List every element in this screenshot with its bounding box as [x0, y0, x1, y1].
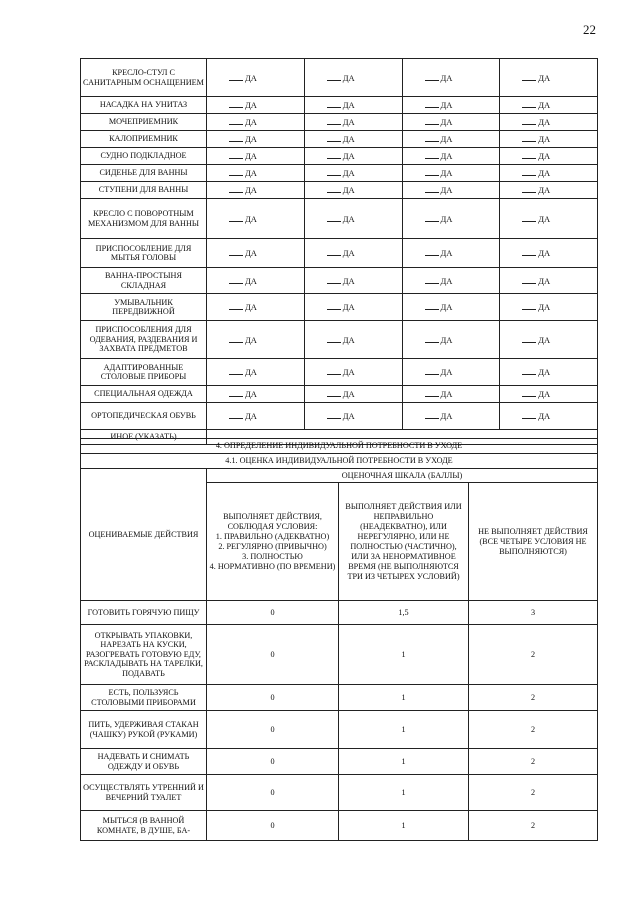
yes-label: ДА: [538, 248, 551, 258]
device-name: УМЫВАЛЬНИК ПЕРЕДВИЖНОЙ: [81, 294, 207, 321]
yes-label: ДА: [538, 72, 551, 83]
yes-blank-line[interactable]: [327, 73, 341, 81]
yes-option[interactable]: [304, 59, 402, 97]
device-name: СПЕЦИАЛЬНАЯ ОДЕЖДА: [81, 386, 207, 403]
col-none: НЕ ВЫПОЛНЯЕТ ДЕЙСТВИЯ (ВСЕ ЧЕТЫРЕ УСЛОВИЯ НЕ ВЫПОЛНЯЮТСЯ): [469, 483, 598, 601]
score-correct: 0: [207, 749, 339, 775]
yes-option[interactable]: [500, 386, 598, 403]
yes-blank-line[interactable]: [327, 248, 341, 256]
assistive-devices-table: [80, 58, 598, 445]
device-row: [81, 403, 598, 430]
yes-label: ДА: [342, 248, 355, 258]
yes-label: ДА: [245, 213, 257, 224]
yes-blank-line[interactable]: [522, 100, 536, 108]
yes-blank-line[interactable]: [522, 117, 536, 125]
yes-option[interactable]: [402, 59, 500, 97]
device-row: [81, 148, 598, 165]
yes-label: ДА: [245, 72, 257, 83]
yes-option[interactable]: [207, 321, 305, 359]
action-name: НАДЕВАТЬ И СНИМАТЬ ОДЕЖДУ И ОБУВЬ: [81, 749, 207, 775]
yes-blank-line[interactable]: [229, 389, 243, 397]
yes-label: ДА: [245, 248, 257, 258]
device-name: СТУПЕНИ ДЛЯ ВАННЫ: [81, 182, 207, 199]
yes-blank-line[interactable]: [229, 73, 243, 81]
yes-option[interactable]: [402, 268, 500, 294]
yes-blank-line[interactable]: [327, 214, 341, 222]
yes-blank-line[interactable]: [522, 214, 536, 222]
action-name: ГОТОВИТЬ ГОРЯЧУЮ ПИЩУ: [81, 601, 207, 625]
yes-option[interactable]: [500, 294, 598, 321]
yes-option[interactable]: [207, 386, 305, 403]
col-correct: [207, 483, 339, 601]
score-none: 2: [469, 775, 598, 811]
yes-blank-line[interactable]: [229, 168, 243, 176]
yes-blank-line[interactable]: [327, 302, 341, 310]
action-name: ОСУЩЕСТВЛЯТЬ УТРЕННИЙ И ВЕЧЕРНИЙ ТУАЛЕТ: [81, 775, 207, 811]
yes-option[interactable]: [207, 199, 305, 239]
yes-option[interactable]: [304, 199, 402, 239]
score-none: 2: [469, 685, 598, 711]
yes-blank-line[interactable]: [327, 168, 341, 176]
score-partial: 1: [339, 625, 469, 685]
yes-option[interactable]: [207, 268, 305, 294]
yes-label: ДА: [440, 302, 453, 312]
yes-blank-line[interactable]: [425, 117, 439, 125]
yes-blank-line[interactable]: [522, 367, 536, 375]
device-row: [81, 294, 598, 321]
yes-blank-line[interactable]: [425, 134, 439, 142]
yes-label: ДА: [440, 213, 453, 224]
yes-label: ДА: [245, 151, 257, 161]
action-row: [81, 625, 598, 685]
yes-label: ДА: [440, 134, 453, 144]
yes-label: ДА: [342, 134, 355, 144]
scale-header: ОЦЕНОЧНАЯ ШКАЛА (БАЛЛЫ): [207, 469, 598, 483]
yes-label: ДА: [440, 367, 453, 377]
yes-label: ДА: [538, 302, 551, 312]
yes-label: ДА: [538, 389, 551, 399]
yes-option[interactable]: [402, 97, 500, 114]
yes-option[interactable]: [500, 199, 598, 239]
score-correct: 0: [207, 775, 339, 811]
col-correct-lead: ВЫПОЛНЯЕТ ДЕЙСТВИЯ, СОБЛЮДАЯ УСЛОВИЯ:: [223, 511, 322, 531]
yes-label: ДА: [245, 411, 257, 421]
yes-blank-line[interactable]: [425, 100, 439, 108]
yes-label: ДА: [538, 334, 551, 345]
action-row: [81, 601, 598, 625]
device-row: [81, 239, 598, 268]
yes-blank-line[interactable]: [522, 276, 536, 284]
yes-blank-line[interactable]: [522, 389, 536, 397]
yes-label: ДА: [538, 117, 551, 127]
yes-label: ДА: [342, 389, 355, 399]
yes-blank-line[interactable]: [327, 134, 341, 142]
yes-blank-line[interactable]: [229, 367, 243, 375]
yes-blank-line[interactable]: [522, 134, 536, 142]
action-row: [81, 775, 598, 811]
yes-blank-line[interactable]: [229, 411, 243, 419]
yes-label: ДА: [342, 275, 355, 286]
yes-blank-line[interactable]: [425, 214, 439, 222]
yes-option[interactable]: [402, 148, 500, 165]
yes-label: ДА: [342, 411, 355, 421]
col-correct-c3: 3. ПОЛНОСТЬЮ: [242, 551, 303, 561]
yes-blank-line[interactable]: [522, 335, 536, 343]
yes-blank-line[interactable]: [229, 276, 243, 284]
yes-option[interactable]: [402, 321, 500, 359]
yes-option[interactable]: [500, 321, 598, 359]
yes-blank-line[interactable]: [425, 151, 439, 159]
device-row: [81, 114, 598, 131]
score-partial: 1: [339, 749, 469, 775]
yes-label: ДА: [440, 168, 453, 178]
yes-blank-line[interactable]: [522, 411, 536, 419]
yes-label: ДА: [342, 100, 355, 110]
yes-option[interactable]: [402, 294, 500, 321]
yes-label: ДА: [342, 168, 355, 178]
yes-blank-line[interactable]: [229, 100, 243, 108]
yes-blank-line[interactable]: [229, 134, 243, 142]
yes-blank-line[interactable]: [522, 151, 536, 159]
yes-blank-line[interactable]: [327, 117, 341, 125]
yes-option[interactable]: [402, 199, 500, 239]
device-name: МОЧЕПРИЕМНИК: [81, 114, 207, 131]
yes-option[interactable]: [304, 165, 402, 182]
device-row: [81, 165, 598, 182]
yes-label: ДА: [440, 411, 453, 421]
yes-blank-line[interactable]: [425, 168, 439, 176]
score-partial: 1: [339, 775, 469, 811]
yes-blank-line[interactable]: [522, 73, 536, 81]
device-name: КРЕСЛО-СТУЛ С САНИТАРНЫМ ОСНАЩЕНИЕМ: [81, 59, 207, 97]
yes-option[interactable]: [402, 114, 500, 131]
device-name: ПРИСПОСОБЛЕНИЯ ДЛЯ ОДЕВАНИЯ, РАЗДЕВАНИЯ И ЗАХВАТА ПРЕДМЕТОВ: [81, 321, 207, 359]
yes-blank-line[interactable]: [425, 367, 439, 375]
yes-option[interactable]: [402, 131, 500, 148]
yes-blank-line[interactable]: [522, 185, 536, 193]
device-name: СУДНО ПОДКЛАДНОЕ: [81, 148, 207, 165]
yes-option[interactable]: [500, 131, 598, 148]
yes-option[interactable]: [304, 148, 402, 165]
device-row: [81, 59, 598, 97]
section41-title: 4.1. ОЦЕНКА ИНДИВИДУАЛЬНОЙ ПОТРЕБНОСТИ В УХОДЕ: [81, 454, 598, 469]
yes-option[interactable]: [304, 97, 402, 114]
yes-label: ДА: [440, 72, 453, 83]
yes-option[interactable]: [304, 131, 402, 148]
yes-label: ДА: [245, 275, 257, 286]
yes-option[interactable]: [207, 182, 305, 199]
section4-title: 4. ОПРЕДЕЛЕНИЕ ИНДИВИДУАЛЬНОЙ ПОТРЕБНОСТИ В УХОДЕ: [81, 439, 598, 454]
col-correct-c2: 2. РЕГУЛЯРНО (ПРИВЫЧНО): [218, 541, 327, 551]
yes-label: ДА: [538, 411, 551, 421]
yes-blank-line[interactable]: [425, 389, 439, 397]
yes-option[interactable]: [207, 294, 305, 321]
action-row: [81, 711, 598, 749]
yes-option[interactable]: [304, 182, 402, 199]
yes-blank-line[interactable]: [327, 185, 341, 193]
care-needs-table: [80, 438, 598, 841]
yes-label: ДА: [538, 134, 551, 144]
score-partial: 1: [339, 711, 469, 749]
yes-label: ДА: [342, 213, 355, 224]
action-name: ЕСТЬ, ПОЛЬЗУЯСЬ СТОЛОВЫМИ ПРИБОРАМИ: [81, 685, 207, 711]
yes-label: ДА: [245, 168, 257, 178]
device-name: ВАННА-ПРОСТЫНЯ СКЛАДНАЯ: [81, 268, 207, 294]
score-none: 2: [469, 625, 598, 685]
col-correct-c4: 4. НОРМАТИВНО (ПО ВРЕМЕНИ): [209, 561, 336, 571]
yes-blank-line[interactable]: [229, 151, 243, 159]
yes-label: ДА: [342, 72, 355, 83]
yes-label: ДА: [245, 334, 257, 345]
action-name: МЫТЬСЯ (В ВАННОЙ КОМНАТЕ, В ДУШЕ, БА-: [81, 811, 207, 841]
score-partial: 1,5: [339, 601, 469, 625]
actions-header: ОЦЕНИВАЕМЫЕ ДЕЙСТВИЯ: [81, 469, 207, 601]
yes-option[interactable]: [500, 403, 598, 430]
yes-option[interactable]: [500, 359, 598, 386]
yes-blank-line[interactable]: [425, 248, 439, 256]
yes-label: ДА: [440, 100, 453, 110]
yes-label: ДА: [440, 334, 453, 345]
yes-option[interactable]: [207, 97, 305, 114]
yes-blank-line[interactable]: [327, 335, 341, 343]
yes-blank-line[interactable]: [425, 335, 439, 343]
yes-blank-line[interactable]: [327, 276, 341, 284]
device-row: [81, 359, 598, 386]
yes-blank-line[interactable]: [229, 214, 243, 222]
yes-label: ДА: [245, 100, 257, 110]
yes-option[interactable]: [500, 148, 598, 165]
yes-label: ДА: [342, 185, 355, 195]
yes-blank-line[interactable]: [229, 248, 243, 256]
yes-blank-line[interactable]: [425, 302, 439, 310]
yes-option[interactable]: [304, 403, 402, 430]
yes-option[interactable]: [304, 114, 402, 131]
yes-label: ДА: [538, 275, 551, 286]
yes-blank-line[interactable]: [522, 248, 536, 256]
yes-label: ДА: [245, 117, 257, 127]
device-name: НАСАДКА НА УНИТАЗ: [81, 97, 207, 114]
score-correct: 0: [207, 711, 339, 749]
col-partial: ВЫПОЛНЯЕТ ДЕЙСТВИЯ ИЛИ НЕПРАВИЛЬНО (НЕАДЕКВАТНО), ИЛИ НЕРЕГУЛЯРНО, ИЛИ НЕ ПОЛНОСТЬЮ (ЧАСТИЧНО), ИЛИ ЗА НЕНОРМАТИВНОЕ ВРЕМЯ (НЕ ВЫПОЛНЯЮТСЯ ТРИ ИЗ ЧЕТЫРЕХ УСЛОВИЙ): [339, 483, 469, 601]
yes-label: ДА: [440, 185, 453, 195]
device-row: [81, 97, 598, 114]
device-name: КАЛОПРИЕМНИК: [81, 131, 207, 148]
device-row: [81, 131, 598, 148]
yes-option[interactable]: [304, 294, 402, 321]
score-none: 2: [469, 749, 598, 775]
score-correct: 0: [207, 811, 339, 841]
yes-option[interactable]: [402, 386, 500, 403]
device-name: ПРИСПОСОБЛЕНИЕ ДЛЯ МЫТЬЯ ГОЛОВЫ: [81, 239, 207, 268]
yes-option[interactable]: [207, 59, 305, 97]
action-name: ОТКРЫВАТЬ УПАКОВКИ, НАРЕЗАТЬ НА КУСКИ, РАЗОГРЕВАТЬ ГОТОВУЮ ЕДУ, РАСКЛАДЫВАТЬ НА ТАРЕЛКИ, ПОДАВАТЬ: [81, 625, 207, 685]
device-row: [81, 386, 598, 403]
device-name: СИДЕНЬЕ ДЛЯ ВАННЫ: [81, 165, 207, 182]
score-none: 2: [469, 811, 598, 841]
yes-option[interactable]: [500, 97, 598, 114]
yes-blank-line[interactable]: [327, 411, 341, 419]
yes-option[interactable]: [207, 359, 305, 386]
yes-label: ДА: [538, 185, 551, 195]
yes-label: ДА: [245, 389, 257, 399]
yes-option[interactable]: [500, 165, 598, 182]
col-correct-c1: 1. ПРАВИЛЬНО (АДЕКВАТНО): [215, 531, 330, 541]
yes-label: ДА: [440, 151, 453, 161]
score-correct: 0: [207, 685, 339, 711]
yes-blank-line[interactable]: [327, 367, 341, 375]
device-row: [81, 182, 598, 199]
device-name: ОРТОПЕДИЧЕСКАЯ ОБУВЬ: [81, 403, 207, 430]
yes-blank-line[interactable]: [425, 73, 439, 81]
yes-option[interactable]: [402, 239, 500, 268]
yes-option[interactable]: [500, 59, 598, 97]
yes-blank-line[interactable]: [522, 168, 536, 176]
action-row: [81, 685, 598, 711]
yes-option[interactable]: [207, 403, 305, 430]
yes-label: ДА: [538, 168, 551, 178]
yes-option[interactable]: [500, 182, 598, 199]
yes-label: ДА: [245, 185, 257, 195]
yes-label: ДА: [538, 151, 551, 161]
device-row: [81, 268, 598, 294]
yes-option[interactable]: [402, 165, 500, 182]
yes-option[interactable]: [402, 182, 500, 199]
yes-option[interactable]: [500, 114, 598, 131]
yes-label: ДА: [342, 367, 355, 377]
yes-blank-line[interactable]: [425, 411, 439, 419]
yes-label: ДА: [538, 367, 551, 377]
yes-blank-line[interactable]: [327, 151, 341, 159]
yes-label: ДА: [538, 213, 551, 224]
yes-blank-line[interactable]: [327, 389, 341, 397]
yes-label: ДА: [245, 367, 257, 377]
device-row: [81, 199, 598, 239]
yes-option[interactable]: [500, 239, 598, 268]
yes-option[interactable]: [500, 268, 598, 294]
yes-option[interactable]: [207, 131, 305, 148]
action-row: [81, 749, 598, 775]
page-number: 22: [583, 22, 596, 37]
other-label: ИНОЕ (УКАЗАТЬ): [81, 430, 207, 445]
score-correct: 0: [207, 625, 339, 685]
yes-option[interactable]: [402, 403, 500, 430]
yes-option[interactable]: [402, 359, 500, 386]
device-name: КРЕСЛО С ПОВОРОТНЫМ МЕХАНИЗМОМ ДЛЯ ВАННЫ: [81, 199, 207, 239]
yes-label: ДА: [440, 248, 453, 258]
yes-blank-line[interactable]: [425, 185, 439, 193]
score-none: 2: [469, 711, 598, 749]
yes-label: ДА: [342, 151, 355, 161]
yes-blank-line[interactable]: [229, 335, 243, 343]
action-row: [81, 811, 598, 841]
yes-label: ДА: [342, 334, 355, 345]
device-row: [81, 321, 598, 359]
yes-option[interactable]: [304, 239, 402, 268]
yes-option[interactable]: [207, 148, 305, 165]
yes-blank-line[interactable]: [229, 117, 243, 125]
yes-blank-line[interactable]: [327, 100, 341, 108]
score-correct: 0: [207, 601, 339, 625]
yes-option[interactable]: [207, 239, 305, 268]
yes-blank-line[interactable]: [229, 185, 243, 193]
score-partial: 1: [339, 811, 469, 841]
yes-label: ДА: [342, 302, 355, 312]
yes-label: ДА: [440, 117, 453, 127]
score-none: 3: [469, 601, 598, 625]
yes-option[interactable]: [304, 268, 402, 294]
yes-option[interactable]: [207, 165, 305, 182]
action-name: ПИТЬ, УДЕРЖИВАЯ СТАКАН (ЧАШКУ) РУКОЙ (РУКАМИ): [81, 711, 207, 749]
yes-blank-line[interactable]: [229, 302, 243, 310]
yes-option[interactable]: [304, 386, 402, 403]
yes-label: ДА: [440, 275, 453, 286]
yes-label: ДА: [342, 117, 355, 127]
yes-blank-line[interactable]: [425, 276, 439, 284]
yes-label: ДА: [538, 100, 551, 110]
yes-option[interactable]: [207, 114, 305, 131]
yes-blank-line[interactable]: [522, 302, 536, 310]
device-name: АДАПТИРОВАННЫЕ СТОЛОВЫЕ ПРИБОРЫ: [81, 359, 207, 386]
yes-label: ДА: [245, 302, 257, 312]
yes-label: ДА: [245, 134, 257, 144]
score-partial: 1: [339, 685, 469, 711]
yes-option[interactable]: [304, 321, 402, 359]
yes-label: ДА: [440, 389, 453, 399]
yes-option[interactable]: [304, 359, 402, 386]
